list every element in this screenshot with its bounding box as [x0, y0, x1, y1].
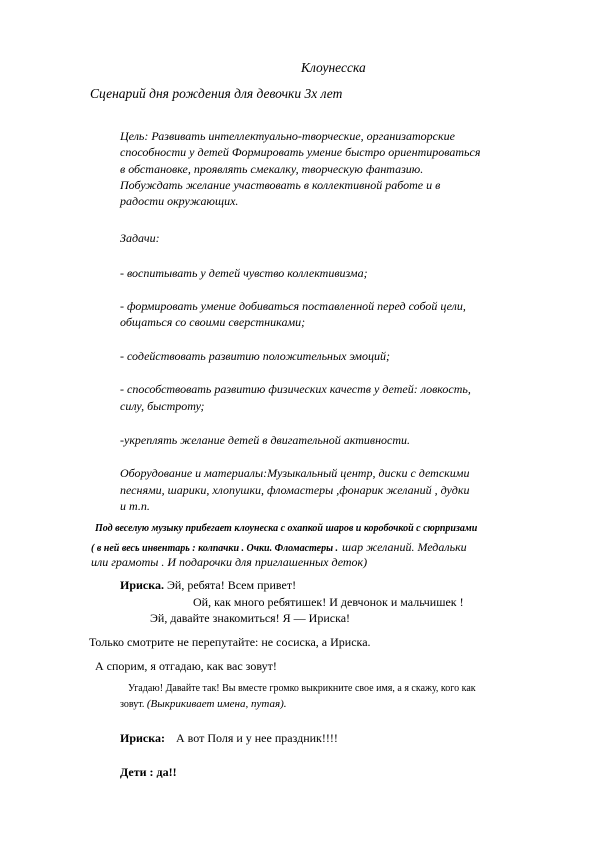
dialogue-line	[120, 698, 287, 710]
document-subtitle: Сценарий дня рождения для девочки 3х лет	[90, 86, 343, 101]
speech-text: Эй, ребята! Всем привет!	[166, 578, 297, 592]
dialogue-line: Угадаю! Давайте так! Вы вместе громко выкрикните свое имя, а я скажу, кого как	[128, 683, 476, 694]
task-item: - способствовать развитию физических качеств у детей: ловкость,	[120, 382, 471, 396]
goal-line: радости окружающих.	[120, 194, 239, 208]
goal-line: Побуждать желание участвовать в коллективной работе и в	[120, 178, 441, 192]
task-item: - формировать умение добиваться поставленной перед собой цели,	[120, 299, 466, 313]
goal-line: в обстановке, проявлять смекалку, творческую фантазию.	[120, 162, 424, 176]
equipment-line: и т.п.	[120, 499, 150, 513]
inventory-large-text: шар желаний. Медальки	[342, 540, 467, 554]
goal-line: Цель: Развивать интеллектуально-творческие, организаторские	[120, 129, 455, 143]
task-item: силу, быстроту;	[120, 399, 205, 413]
speaker-name: Ириска.	[120, 578, 164, 592]
document-title: Клоунесска	[301, 60, 366, 75]
dialogue-line: Эй, давайте знакомиться! Я — Ириска!	[150, 611, 351, 625]
dialogue-line: Дети : да!!	[120, 765, 177, 779]
tasks-heading: Задачи:	[120, 231, 160, 245]
inventory-small-text: ( в ней весь инвентарь : колпачки . Очки. Фломастеры .	[91, 543, 339, 554]
inventory-line-2: или грамоты . И подарочки для приглашенных деток)	[91, 555, 368, 569]
task-item: общаться со своими сверстниками;	[120, 315, 306, 329]
dialogue-line: А спорим, я отгадаю, как вас зовут!	[95, 659, 277, 673]
speaker-name: Ириска:	[120, 731, 165, 745]
task-item: - воспитывать у детей чувство коллективизма;	[120, 266, 368, 280]
goal-line: способности у детей Формировать умение быстро ориентироваться	[120, 145, 481, 159]
equipment-line: Оборудование и материалы:Музыкальный центр, диски с детскими	[120, 466, 470, 480]
dialogue-line: Только смотрите не перепутайте: не сосиска, а Ириска.	[89, 635, 371, 649]
task-item: -укреплять желание детей в двигательной активности.	[120, 433, 411, 447]
dialogue-line	[120, 731, 338, 746]
stage-remark: (Выкрикивает имена, путая).	[146, 698, 287, 710]
speech-text: А вот Поля и у нее праздник!!!!	[175, 731, 338, 745]
inventory-line	[91, 538, 467, 556]
speech-text: зовут.	[120, 699, 145, 710]
dialogue-line: Ой, как много ребятишек! И девчонок и мальчишек !	[193, 595, 464, 609]
task-item: - содействовать развитию положительных эмоций;	[120, 349, 390, 363]
stage-direction: Под веселую музыку прибегает клоунеска с охапкой шаров и коробочкой с сюрпризами	[95, 523, 478, 534]
equipment-line: песнями, шарики, хлопушки, фломастеры ,фонарик желаний , дудки	[120, 483, 470, 497]
dialogue-line	[120, 578, 296, 593]
